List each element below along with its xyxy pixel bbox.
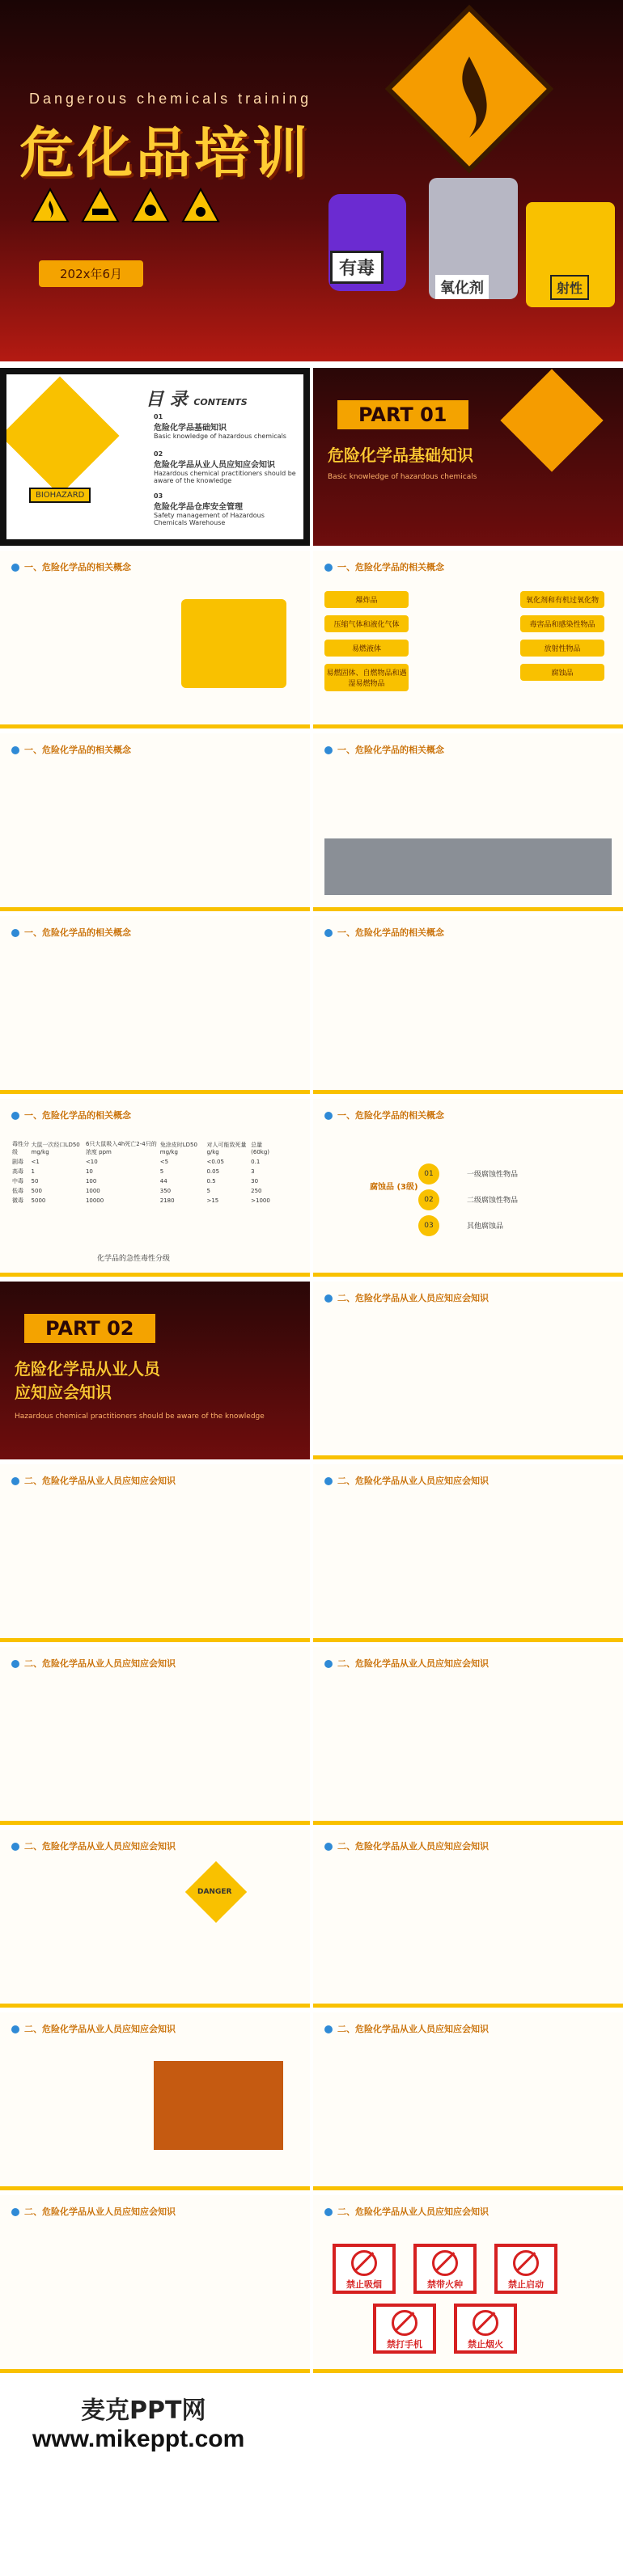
concept-slide-1 (0, 551, 310, 728)
cover-en-title: Dangerous chemicals training (29, 91, 312, 107)
table-caption: 化学品的急性毒性分级 (97, 1255, 171, 1263)
slide-heading: 二、危险化学品从业人员应知应会知识 (11, 1474, 176, 1487)
knowledge-slide-6 (0, 1830, 310, 2008)
slide-heading: 一、危险化学品的相关概念 (324, 926, 444, 939)
toc-item-1[interactable]: 01 危险化学品基础知识 Basic knowledge of hazardous chemicals (154, 413, 286, 440)
concept-slide-2 (0, 733, 310, 911)
class-box-8: 腐蚀品 (520, 664, 604, 681)
table-row: 低毒 500 1000 350 5 250 (12, 1188, 262, 1194)
cover-date: 202x年6月 (39, 260, 143, 287)
table-row: 微毒 5000 10000 2180 >15 >1000 (12, 1197, 270, 1204)
danger-label: DANGER (197, 1888, 232, 1896)
corrosive-center: 腐蚀品 (3级) (370, 1183, 418, 1192)
slide-heading: 二、危险化学品从业人员应知应会知识 (11, 1657, 176, 1670)
class-box-2: 压缩气体和液化气体 (324, 615, 409, 632)
class-box-5: 氧化剂和有机过氧化物 (520, 591, 604, 608)
flame-hazard-icon (31, 188, 70, 223)
slide-heading: 二、危险化学品从业人员应知应会知识 (324, 1291, 489, 1304)
biohazard-label: BIOHAZARD (29, 488, 91, 503)
toc-slide (0, 368, 310, 546)
slide-heading: 二、危险化学品从业人员应知应会知识 (324, 1474, 489, 1487)
toxicity-table (11, 1139, 278, 1206)
slide-heading: 二、危险化学品从业人员应知应会知识 (11, 2205, 176, 2218)
risk-num-3: 03 (418, 1215, 439, 1236)
table-row: 高毒 1 10 5 0.05 3 (12, 1168, 255, 1175)
slide-heading: 二、危险化学品从业人员应知应会知识 (324, 2205, 489, 2218)
table-row: 中毒 50 100 44 0.5 30 (12, 1178, 259, 1185)
explosive-hazard-icon (181, 188, 220, 223)
risk-item-3: 其他腐蚀品 (467, 1223, 504, 1231)
part2-subtitle: Hazardous chemical practitioners should be aware of the knowledge (15, 1413, 265, 1421)
cover-slide (0, 0, 623, 361)
table-header-row: 毒性分级 大鼠一次经口LD50 mg/kg 6只大鼠吸入4h死亡2-4只的浓度 ppm 兔涂皮时LD50 mg/kg 对人可能致死量 g/kg 总量(60kg) (12, 1141, 270, 1155)
corrosive-hazard-icon (81, 188, 120, 223)
part2-title: 危险化学品从业人员 应知应会知识 (15, 1359, 160, 1402)
concept-slide-3 (313, 733, 623, 911)
part1-title: 危险化学品基础知识 (328, 446, 473, 465)
slide-heading: 二、危险化学品从业人员应知应会知识 (324, 2022, 489, 2035)
no-start-sign: 禁止启动 (494, 2244, 557, 2294)
class-box-7: 放射性物品 (520, 640, 604, 657)
knowledge-slide-10 (0, 2195, 310, 2373)
toc-title: 目 录 CONTENTS (146, 390, 248, 410)
no-smoking-sign: 禁止吸烟 (333, 2244, 396, 2294)
table-row: 剧毒 <1 <10 <5 <0.05 0.1 (12, 1159, 261, 1165)
risk-num-2: 02 (418, 1189, 439, 1210)
slide-heading: 二、危险化学品从业人员应知应会知识 (11, 2022, 176, 2035)
slide-heading: 二、危险化学品从业人员应知应会知识 (324, 1657, 489, 1670)
slide-heading: 二、危险化学品从业人员应知应会知识 (324, 1839, 489, 1852)
toxicity-slide (0, 1099, 310, 1277)
slide-heading: 一、危险化学品的相关概念 (11, 560, 131, 573)
knowledge-slide-1 (313, 1282, 623, 1459)
brand-name: 麦克PPT网 (81, 2397, 206, 2425)
slide-heading: 一、危险化学品的相关概念 (324, 560, 444, 573)
part1-slide (313, 368, 623, 546)
risk-item-2: 二级腐蚀性物品 (467, 1197, 519, 1205)
gas-cylinders-image (324, 838, 612, 895)
concept-slide-4 (0, 916, 310, 1094)
part1-label: PART 01 (337, 400, 468, 429)
risk-item-1: 一级腐蚀性物品 (467, 1171, 519, 1179)
toxic-hazard-icon (131, 188, 170, 223)
biohazard-icon (0, 376, 119, 495)
toc-item-3[interactable]: 03 危险化学品仓库安全管理 Safety management of Hazardous Chemicals Warehouse (154, 492, 265, 526)
part1-subtitle: Basic knowledge of hazardous chemicals (328, 473, 477, 481)
oxidizer-label: 氧化剂 (435, 275, 489, 299)
slide-heading: 一、危险化学品的相关概念 (11, 743, 131, 756)
toc-item-2[interactable]: 02 危险化学品从业人员应知应会知识 Hazardous chemical practitioners should be aware of the knowledge (154, 450, 296, 484)
slide-heading: 一、危险化学品的相关概念 (11, 1109, 131, 1121)
no-fireworks-sign: 禁止烟火 (454, 2304, 517, 2354)
slide-heading: 一、危险化学品的相关概念 (11, 926, 131, 939)
knowledge-slide-8 (0, 2012, 310, 2190)
knowledge-slide-7 (313, 1830, 623, 2008)
slide-heading: 二、危险化学品从业人员应知应会知识 (11, 1839, 176, 1852)
no-phone-sign: 禁打手机 (373, 2304, 436, 2354)
knowledge-slide-2 (0, 1464, 310, 1642)
knowledge-slide-3 (313, 1464, 623, 1642)
signs-slide (313, 2195, 623, 2373)
slide-heading: 一、危险化学品的相关概念 (324, 743, 444, 756)
part2-label: PART 02 (24, 1314, 155, 1343)
part2-slide (0, 1282, 310, 1459)
radioactive-label: 射性 (550, 275, 589, 300)
concept-slide-5 (313, 916, 623, 1094)
flame-hazard-icon (500, 369, 603, 471)
knowledge-slide-4 (0, 1647, 310, 1825)
hazard-bottles-illustration (307, 0, 623, 361)
knowledge-slide-9 (313, 2012, 623, 2190)
class-box-1: 爆炸品 (324, 591, 409, 608)
furnace-image (154, 2061, 283, 2150)
slide-heading: 一、危险化学品的相关概念 (324, 1109, 444, 1121)
toxic-label: 有毒 (330, 251, 384, 284)
barrel-image (181, 599, 286, 688)
classes-slide (313, 551, 623, 728)
class-box-6: 毒害品和感染性物品 (520, 615, 604, 632)
corrosive-slide (313, 1099, 623, 1277)
class-box-4: 易燃固体、自燃物品和遇湿易燃物品 (324, 664, 409, 691)
risk-num-1: 01 (418, 1163, 439, 1185)
cover-title: 危化品培训 (19, 122, 312, 186)
knowledge-slide-5 (313, 1647, 623, 1825)
class-box-3: 易燃液体 (324, 640, 409, 657)
brand-url[interactable]: www.mikeppt.com (32, 2426, 245, 2452)
no-fire-source-sign: 禁带火种 (413, 2244, 477, 2294)
